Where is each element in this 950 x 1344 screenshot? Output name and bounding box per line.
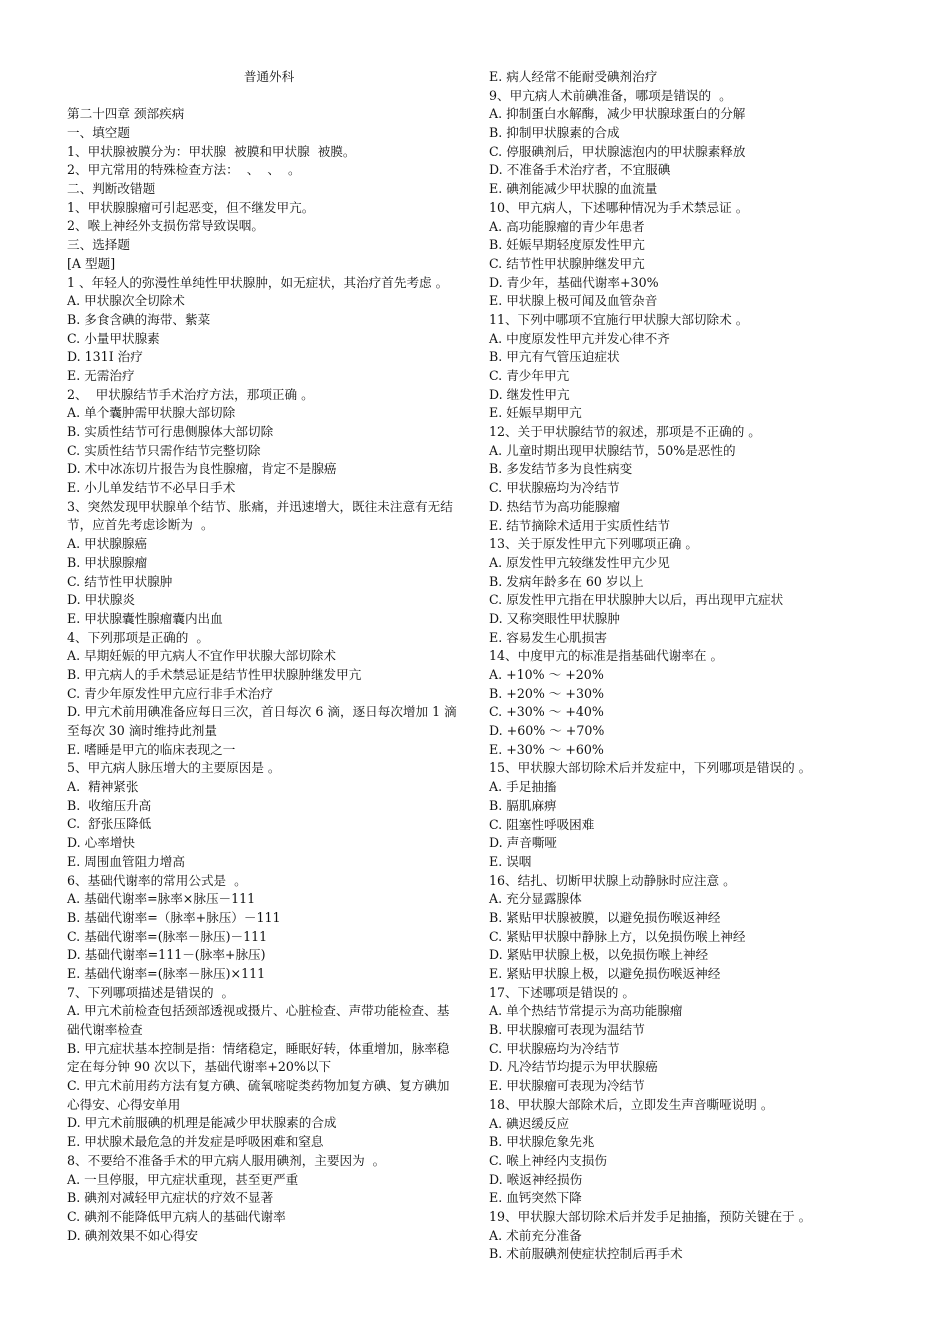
text-line: B. 膈肌麻痹: [489, 797, 557, 813]
text-line: 12、关于甲状腺结节的叙述，那项是不正确的 。: [489, 424, 761, 440]
text-line: A. 甲状腺腺癌: [67, 536, 148, 552]
text-line: E. 甲状腺上极可闻及血管杂音: [489, 293, 658, 309]
text-line: 4、下列那项是正确的 。: [67, 629, 209, 645]
text-line: C. 原发性甲亢指在甲状腺肿大以后，再出现甲亢症状: [489, 592, 784, 608]
text-line: A. +10% ～ +20%: [489, 667, 604, 682]
text-line: E. 甲状腺瘤可表现为冷结节: [489, 1078, 645, 1094]
text-line: 6、基础代谢率的常用公式是 。: [67, 872, 247, 888]
text-line: D. 131I 治疗: [67, 349, 143, 365]
text-line: B. 多发结节多为良性病变: [489, 461, 633, 477]
text-line: 2、喉上神经外支损伤常导致误咽。: [67, 218, 264, 234]
right-column: [489, 68, 859, 1264]
text-line: D. 凡冷结节均提示为甲状腺癌: [489, 1059, 658, 1075]
text-line: 1、甲状腺腺瘤可引起恶变，但不继发甲亢。: [67, 199, 315, 215]
text-line: C. 碘剂不能降低甲亢病人的基础代谢率: [67, 1208, 286, 1224]
text-line: C. +30% ～ +40%: [489, 704, 604, 720]
text-line: E. 紧贴甲状腺上极，以避免损伤喉返神经: [489, 966, 721, 981]
text-line: E. 小儿单发结节不必早日手术: [67, 480, 236, 496]
text-line: B. +20% ～ +30%: [489, 685, 604, 701]
text-line: C. 阻塞性呼吸困难: [489, 816, 595, 832]
text-line: A. 甲状腺次全切除术: [67, 293, 185, 309]
text-line: B. 抑制甲状腺素的合成: [489, 125, 620, 141]
text-line: B. 甲状腺腺瘤: [67, 554, 148, 570]
text-line: C. 甲状腺癌均为冷结节: [489, 1040, 620, 1056]
text-line: C. 实质性结节只需作结节完整切除: [67, 442, 261, 458]
text-line: 7、下列哪项描述是错误的 。: [67, 984, 235, 1000]
text-line: D. 术中冰冻切片报告为良性腺瘤，肯定不是腺癌: [67, 461, 337, 477]
text-line: E. 碘剂能减少甲状腺的血流量: [489, 181, 658, 197]
text-line: A. 精神紧张: [67, 779, 139, 795]
text-line: [A 型题]: [67, 255, 116, 271]
text-line: 15、甲状腺大部切除术后并发症中，下列哪项是错误的 。: [489, 760, 812, 776]
text-line: C. 结节性甲状腺肿: [67, 573, 173, 589]
text-line: 一、填空题: [67, 125, 130, 141]
text-line: B. 碘剂对减轻甲亢症状的疗效不显著: [67, 1190, 274, 1206]
text-line: C. 紧贴甲状腺中静脉上方，以免损伤喉上神经: [489, 928, 746, 944]
text-line: 13、关于原发性甲亢下列哪项正确 。: [489, 536, 698, 552]
text-line: D. 又称突眼性甲状腺肿: [489, 610, 620, 626]
text-line: E. 甲状腺囊性腺瘤囊内出血: [67, 610, 223, 626]
left-column-text: [67, 105, 461, 1245]
text-line: C. 结节性甲状腺肿继发甲亢: [489, 255, 645, 271]
text-line: C. 停服碘剂后，甲状腺滤泡内的甲状腺素释放: [489, 143, 746, 159]
text-line: E. 周围血管阻力增高: [67, 853, 185, 869]
text-line: D. 喉返神经损伤: [489, 1171, 583, 1187]
text-line: D. 甲亢术前用碘准备应每日三次，首日每次 6 滴，逐日每次增加 1 滴至每次 30 滴时维持此剂量: [67, 704, 457, 739]
text-line: A. 单个热结节常提示为高功能腺瘤: [489, 1003, 683, 1019]
text-line: E. 无需治疗: [67, 367, 135, 383]
text-line: 10、甲亢病人，下述哪种情况为手术禁忌证 。: [489, 199, 749, 215]
text-line: C. 甲亢术前用药方法有复方碘、硫氧嘧啶类药物加复方碘、复方碘加心得安、心得安单用: [67, 1078, 450, 1112]
text-line: C. 喉上神经内支损伤: [489, 1152, 607, 1168]
text-line: A. 术前充分准备: [489, 1227, 582, 1243]
text-line: E. 病人经常不能耐受碘剂治疗: [489, 69, 658, 84]
text-line: E. 基础代谢率=(脉率－脉压)×111: [67, 965, 266, 981]
text-line: B. 甲状腺瘤可表现为温结节: [489, 1022, 645, 1038]
text-line: 9、甲亢病人术前碘准备，哪项是错误的 。: [489, 87, 732, 103]
text-line: E. 容易发生心肌损害: [489, 629, 607, 645]
text-line: E. 甲状腺术最危急的并发症是呼吸困难和窒息: [67, 1134, 324, 1150]
text-line: D. 继发性甲亢: [489, 386, 570, 402]
text-line: A. 碘迟缓反应: [489, 1115, 570, 1131]
text-line: 17、下述哪项是错误的 。: [489, 984, 635, 1000]
text-line: A. 高功能腺瘤的青少年患者: [489, 218, 645, 234]
text-line: A. 充分显露腺体: [489, 891, 582, 907]
text-line: B. 实质性结节可行患侧腺体大部切除: [67, 424, 274, 440]
text-line: E. +30% ～ +60%: [489, 741, 604, 757]
text-line: D. 心率增快: [67, 835, 136, 851]
text-line: D. +60% ～ +70%: [489, 723, 605, 739]
text-line: D. 甲状腺炎: [67, 592, 136, 608]
text-line: 1 、年轻人的弥漫性单纯性甲状腺肿，如无症状，其治疗首先考虑 。: [67, 274, 449, 290]
text-line: A. 基础代谢率=脉率×脉压－111: [67, 891, 256, 907]
text-line: E. 误咽: [489, 853, 532, 869]
text-line: B. 发病年龄多在 60 岁以上: [489, 573, 644, 589]
text-line: B. 甲亢症状基本控制是指：情绪稳定，睡眠好转，体重增加，脉率稳定在每分钟 90 次以下，基础代谢率+20%以下: [67, 1040, 450, 1075]
text-line: D. 甲亢术前服碘的机理是能减少甲状腺素的合成: [67, 1115, 337, 1131]
text-line: B. 紧贴甲状腺被膜，以避免损伤喉返神经: [489, 909, 721, 925]
text-line: A. 一旦停服，甲亢症状重现，甚至更严重: [67, 1171, 299, 1187]
text-line: B. 甲亢有气管压迫症状: [489, 349, 620, 365]
text-line: 19、甲状腺大部切除术后并发手足抽搐，预防关键在于 。: [489, 1208, 812, 1224]
text-line: 11、下列中哪项不宜施行甲状腺大部切除术 。: [489, 311, 749, 327]
text-line: D. 声音嘶哑: [489, 835, 558, 851]
text-line: E. 血钙突然下降: [489, 1190, 582, 1206]
text-line: D. 不准备手术治疗者，不宜服碘: [489, 162, 671, 178]
text-line: 5、甲亢病人脉压增大的主要原因是 。: [67, 760, 281, 776]
text-line: E. 嗜睡是甲亢的临床表现之一: [67, 741, 236, 757]
text-line: C. 青少年原发性甲亢应行非手术治疗: [67, 685, 274, 701]
text-line: C. 甲状腺癌均为冷结节: [489, 480, 620, 496]
text-line: C. 舒张压降低: [67, 816, 152, 832]
text-line: 16、结扎、切断甲状腺上动静脉时应注意 。: [489, 872, 736, 888]
text-line: B. 基础代谢率=（脉率+脉压）－111: [67, 909, 281, 925]
text-line: A. 手足抽搐: [489, 779, 557, 795]
text-line: C. 青少年甲亢: [489, 368, 570, 383]
text-line: 18、甲状腺大部除术后，立即发生声音嘶哑说明 。: [489, 1096, 774, 1112]
text-line: A. 早期妊娠的甲亢病人不宜作甲状腺大部切除术: [67, 648, 336, 664]
text-line: D. 紧贴甲状腺上极，以免损伤喉上神经: [489, 947, 709, 963]
text-line: A. 儿童时期出现甲状腺结节，50%是恶性的: [489, 442, 736, 458]
text-line: 1、甲状腺被膜分为：甲状腺 被膜和甲状腺 被膜。: [67, 143, 356, 159]
text-line: D. 热结节为高功能腺瘤: [489, 498, 620, 514]
text-line: C. 小量甲状腺素: [67, 330, 160, 346]
text-line: B. 甲亢病人的手术禁忌证是结节性甲状腺肿继发甲亢: [67, 666, 362, 682]
text-line: B. 妊娠早期轻度原发性甲亢: [489, 237, 645, 253]
text-line: 8、不要给不准备手术的甲亢病人服用碘剂，主要因为 。: [67, 1152, 386, 1168]
text-line: B. 术前服碘剂使症状控制后再手术: [489, 1246, 683, 1262]
text-line: C. 基础代谢率=(脉率－脉压)－111: [67, 928, 268, 944]
text-line: 2、甲亢常用的特殊检查方法： 、 、 。: [67, 162, 301, 178]
text-line: A. 甲亢术前检查包括颈部透视或摄片、心脏检查、声带功能检查、基础代谢率检查: [67, 1003, 450, 1038]
document-title: 普通外科: [243, 69, 295, 84]
text-line: B. 收缩压升高: [67, 797, 152, 813]
text-line: 3、突然发现甲状腺单个结节、胀痛，并迅速增大，既往未注意有无结节，应首先考虑诊断为 。: [67, 498, 453, 533]
text-line: A. 原发性甲亢较继发性甲亢少见: [489, 554, 670, 570]
text-line: A. 中度原发性甲亢并发心律不齐: [489, 330, 670, 346]
text-line: D. 碘剂效果不如心得安: [67, 1227, 198, 1243]
text-line: 二、判断改错题: [67, 181, 156, 197]
left-column: [67, 68, 461, 1245]
text-line: D. 青少年，基础代谢率+30%: [489, 274, 659, 290]
text-line: A. 单个囊肿需甲状腺大部切除: [67, 405, 236, 421]
text-line: E. 妊娠早期甲亢: [489, 405, 582, 421]
text-line: 第二十四章 颈部疾病: [67, 106, 185, 122]
text-line: 三、选择题: [67, 237, 130, 253]
right-column-text: [489, 68, 859, 1264]
text-line: E. 结节摘除术适用于实质性结节: [489, 517, 670, 533]
text-line: B. 多食含碘的海带、紫菜: [67, 311, 211, 327]
text-line: D. 基础代谢率=111－(脉率+脉压): [67, 947, 266, 963]
text-line: A. 抑制蛋白水解酶，减少甲状腺球蛋白的分解: [489, 106, 746, 122]
text-line: B. 甲状腺危象先兆: [489, 1134, 595, 1150]
text-line: 14、中度甲亢的标准是指基础代谢率在 。: [489, 648, 724, 664]
text-line: 2、 甲状腺结节手术治疗方法，那项正确 。: [67, 386, 314, 402]
